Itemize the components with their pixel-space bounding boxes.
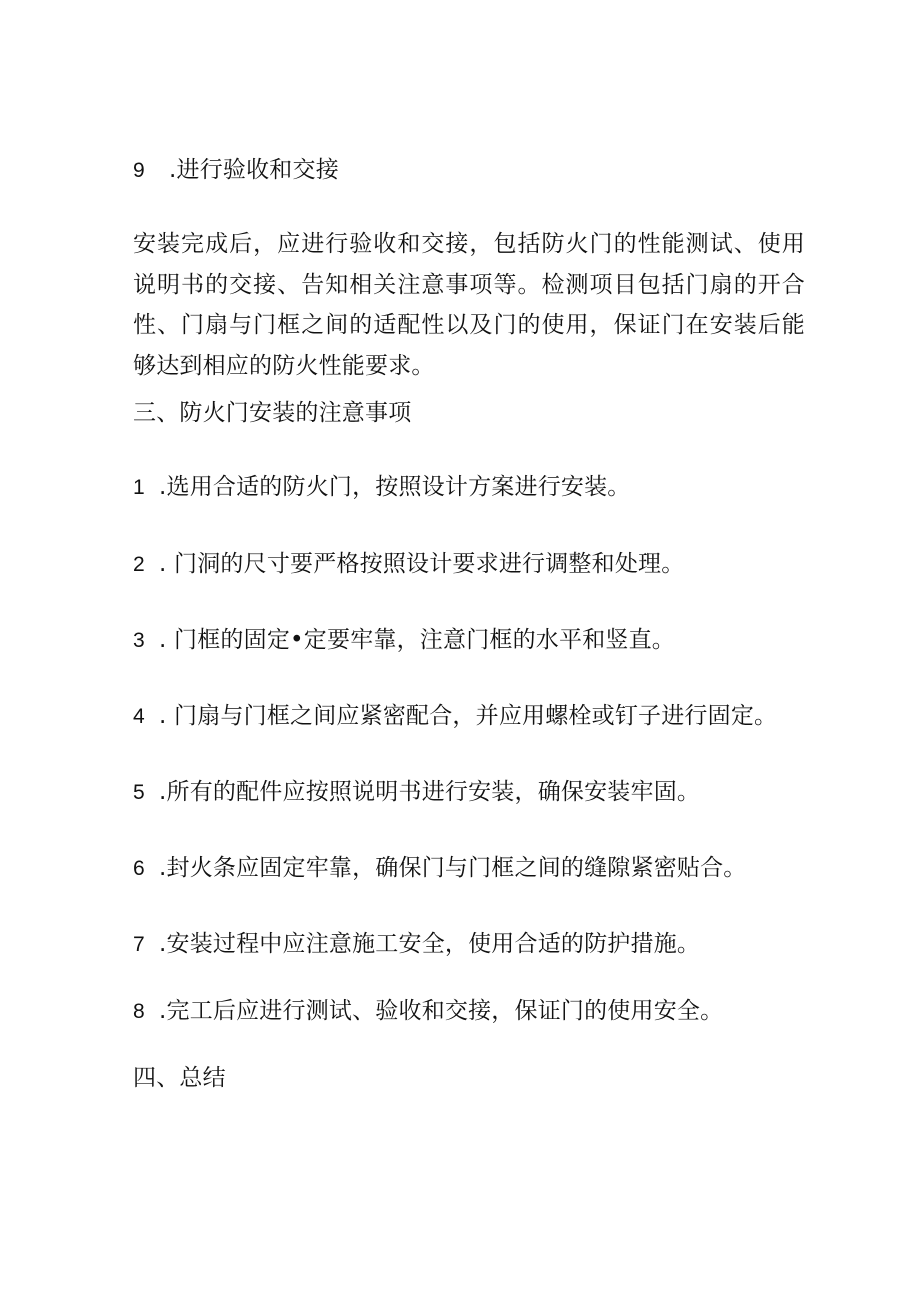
list-item-number: 8	[133, 1000, 145, 1023]
list-item-number: 2	[133, 553, 145, 576]
list-item-number: 1	[133, 476, 145, 499]
list-item-4	[133, 700, 777, 733]
list-item-8	[133, 995, 723, 1028]
section-9-title: .进行验收和交接	[169, 157, 339, 183]
list-item-3	[133, 624, 675, 657]
list-item-number: 5	[133, 781, 145, 804]
section-9-heading	[133, 154, 339, 187]
list-item-text: .完工后应进行测试、验收和交接，保证门的使用安全。	[159, 998, 724, 1024]
list-item-text: . 门框的固定•定要牢靠，注意门框的水平和竖直。	[159, 627, 675, 653]
section-3-heading: 三、防火门安装的注意事项	[133, 400, 412, 426]
list-item-text: .所有的配件应按照说明书进行安装，确保安装牢固。	[159, 779, 701, 805]
list-item-7	[133, 928, 700, 961]
list-item-1	[133, 471, 631, 504]
section-9-number: 9	[133, 159, 145, 182]
list-item-text: .安装过程中应注意施工安全，使用合适的防护措施。	[159, 931, 701, 957]
list-item-text: .选用合适的防火门，按照设计方案进行安装。	[159, 474, 631, 500]
list-item-2	[133, 548, 684, 581]
list-item-6	[133, 852, 747, 885]
list-item-text: . 门扇与门框之间应紧密配合，并应用螺栓或钉子进行固定。	[159, 703, 778, 729]
list-item-number: 4	[133, 705, 145, 728]
list-item-text: . 门洞的尺寸要严格按照设计要求进行调整和处理。	[159, 551, 685, 577]
section-4-heading: 四、总结	[133, 1065, 226, 1091]
list-item-text: .封火条应固定牢靠，确保门与门框之间的缝隙紧密贴合。	[159, 855, 747, 881]
list-item-number: 3	[133, 629, 145, 652]
list-item-5	[133, 776, 700, 809]
section-9-paragraph: 安装完成后，应进行验收和交接，包括防火门的性能测试、使用说明书的交接、告知相关注意事项等。检测项目包括门扇的开合性、门扇与门框之间的适配性以及门的使用，保证门在安装后能够达到相应的防火性能要求。	[133, 231, 805, 379]
list-item-number: 7	[133, 933, 145, 956]
list-item-number: 6	[133, 857, 145, 880]
